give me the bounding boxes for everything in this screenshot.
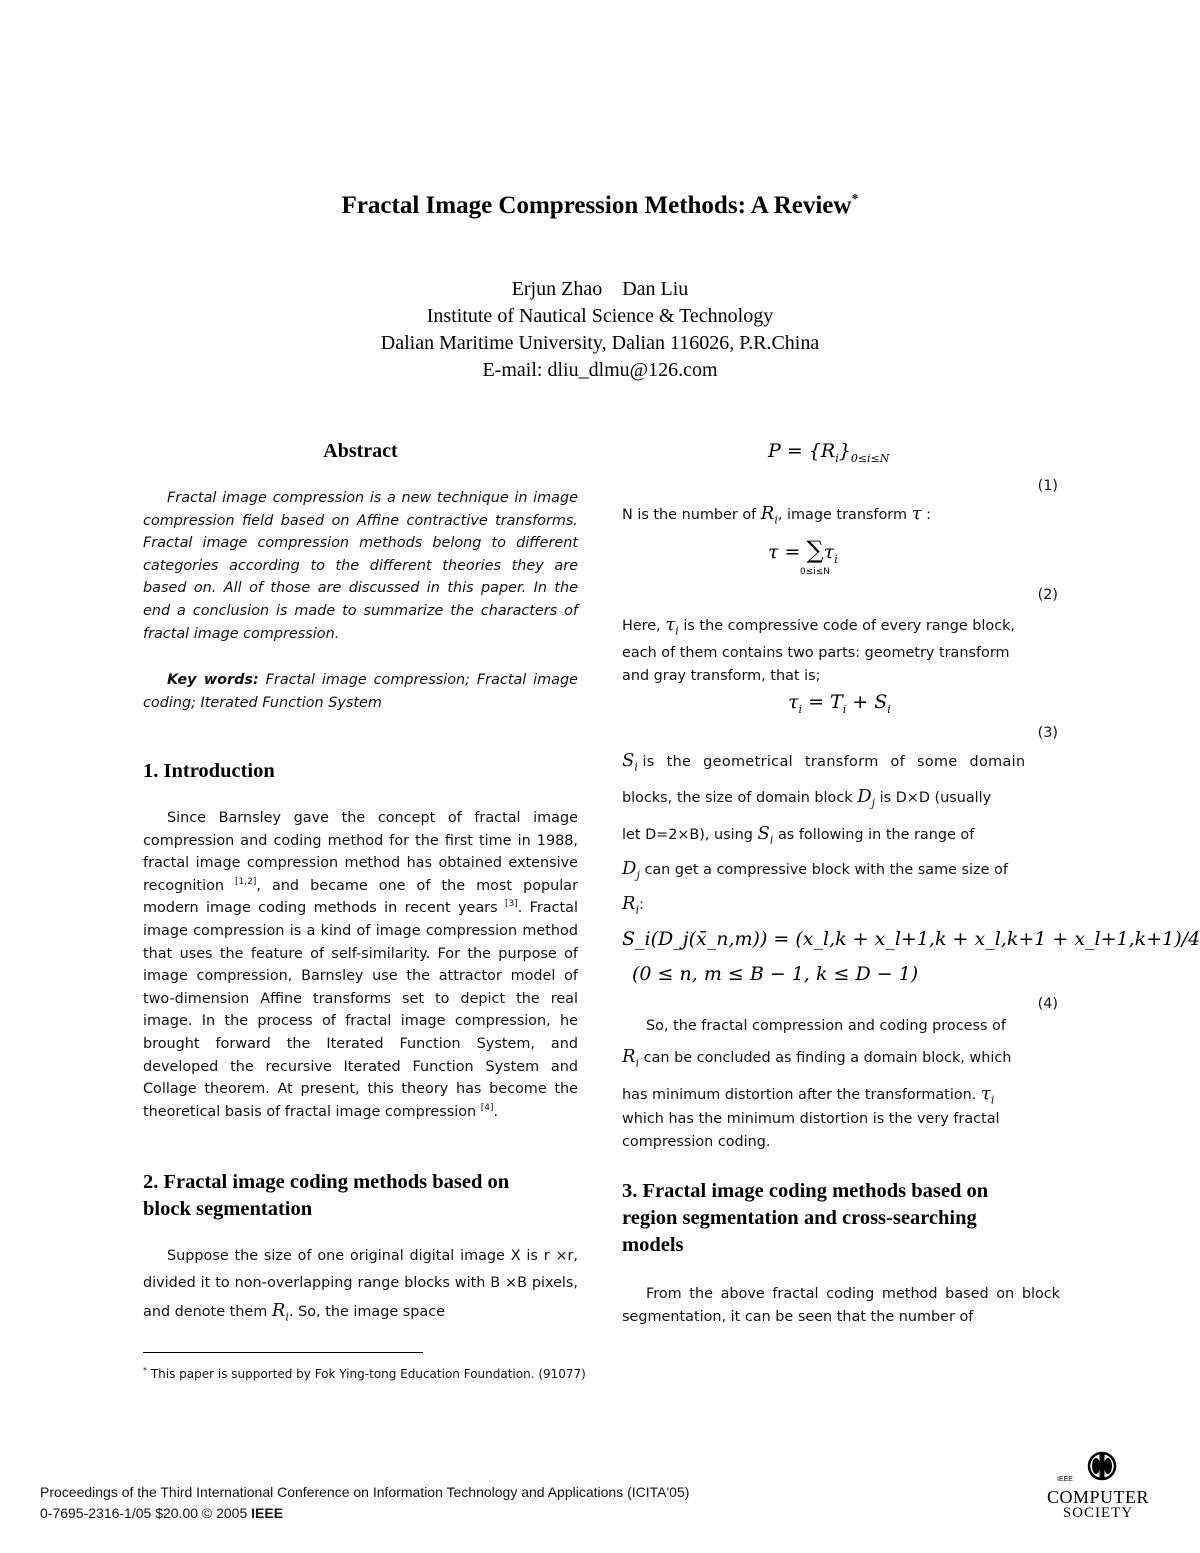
section-1-paragraph: Since Barnsley gave the concept of fractal image compression and coding method for the first time in 1988, fractal image compression method has obtained extensive recognition [1,2], and became one of the most popular modern image coding methods in recent years [3]. Fractal image compression is a kind of image compression method that uses the feature of self-similarity. For the purpose of image compression, Barnsley use the attractor model of two-dimension Affine transforms set to depict the real image. In the process of fractal image compression, he brought forward the Iterated Function System, and developed the recursive Iterated Function System and Collage theorem. At present, this theory has become the theoretical basis of fractal image compression [4]. [143,810,579,1120]
keywords-label: Key words: [167,672,259,688]
logo-inner-right [1104,1458,1112,1474]
footnote: * This paper is supported by Fok Ying-tong Education Foundation. (91077) [143,1366,586,1381]
section-3-heading: 3. Fractal image coding methods based on region segmentation and cross-searching models [622,1180,989,1256]
section-2-heading: 2. Fractal image coding methods based on block segmentation [143,1171,510,1220]
proceedings-line-1: Proceedings of the Third International Conference on Information Technology and Applications (ICITA'05) [40,1484,690,1500]
keywords [143,669,578,714]
section-2-paragraph: Suppose the size of one original digital image X is r ×r, divided it to non-overlapping range blocks with B ×B pixels, and denote them $R_i$. So, the image space [143,1248,578,1324]
here-line-2: each of them contains two parts: geometry transform [622,645,1010,661]
here-line-1: Here, $\tau_i$ is the compressive code of every range block, [622,614,1016,638]
equation-1: $P = \{R_i\}_{0\le i\le N}$ [768,440,890,465]
equation-1-number: (1) [1037,478,1058,494]
logo-text-society: SOCIETY [1062,1505,1134,1521]
paper-title: Fractal Image Compression Methods: A Review* [341,192,859,219]
s-line-2: blocks, the size of domain block $D_j$ is D×D (usually [622,786,992,810]
citation-2: [3] [504,899,518,910]
var-R-i: $R_i$ [271,1300,289,1324]
so-line-1: So, the fractal compression and coding process of [646,1018,1006,1034]
footnote-rule [143,1352,423,1353]
so-line-5: compression coding. [622,1134,771,1150]
equation-2: $\tau = \sum\tau_i$ [768,536,838,566]
equation-3: $\tau_i = T_i + S_i$ [788,691,891,716]
s-line-3: let D=2×B), using $S_i$ as following in the range of [622,823,975,847]
logo-inner-left [1092,1458,1100,1474]
author-institute: Institute of Nautical Science & Technology [426,305,774,327]
section-3-paragraph: From the above fractal coding method based on block segmentation, it can be seen that the number of [622,1286,1060,1325]
citation-1: [1,2] [235,876,257,887]
s-line-5: $R_i$: [622,893,644,917]
here-line-3: and gray transform, that is; [622,668,821,684]
s-line-4: $D_j$ can get a compressive block with the same size of [622,858,1008,882]
author-names: Erjun Zhao Dan Liu [511,278,689,300]
equation-4-line-1: S_i(D_j(x̄_n,m)) = (x_l,k + x_l+1,k + x_l,k+1 + x_l+1,k+1)/4 [622,928,1200,950]
logo-text-computer: COMPUTER [1046,1487,1149,1507]
n-definition-line: N is the number of $R_i$, image transform τ : [622,503,931,527]
title-footnote-mark: * [851,192,859,207]
equation-3-number: (3) [1037,725,1058,741]
author-email: E-mail: dliu_dlmu@126.com [482,359,718,381]
s-line-1: $S_i$ is the geometrical transform of some domain [622,750,1026,774]
keywords-text: Fractal image compression; Fractal image coding; Iterated Function System [143,672,578,711]
citation-3: [4] [480,1102,494,1113]
equation-4-number: (4) [1037,996,1058,1012]
section-1-heading: 1. Introduction [143,760,275,782]
equation-2-sum-range: 0≤i≤N [800,567,831,577]
logo-bar [1100,1452,1105,1480]
abstract-heading: Abstract [323,440,398,462]
abstract-body: Fractal image compression is a new technique in image compression field based on Affine contractive transforms. Fractal image compression methods belong to different categories according to the different theories they are based on. All of those are discussed in this paper. In the end a conclusion is made to summarize the characters of fractal image compression. [143,490,578,642]
equation-2-number: (2) [1037,587,1058,603]
logo-ieee-text: IEEE [1057,1476,1073,1483]
so-line-4: which has the minimum distortion is the very fractal [622,1111,1000,1127]
author-block [0,276,1200,384]
author-university: Dalian Maritime University, Dalian 116026, P.R.China [380,332,820,354]
so-line-3: has minimum distortion after the transformation. $\tau_i$ [622,1083,995,1107]
so-line-2: $R_i$ can be concluded as finding a domain block, which [622,1046,1012,1070]
equation-4-line-2: (0 ≤ n, m ≤ B − 1, k ≤ D − 1) [632,963,919,985]
proceedings-line-2: 0-7695-2316-1/05 $20.00 © 2005 IEEE [40,1505,284,1521]
